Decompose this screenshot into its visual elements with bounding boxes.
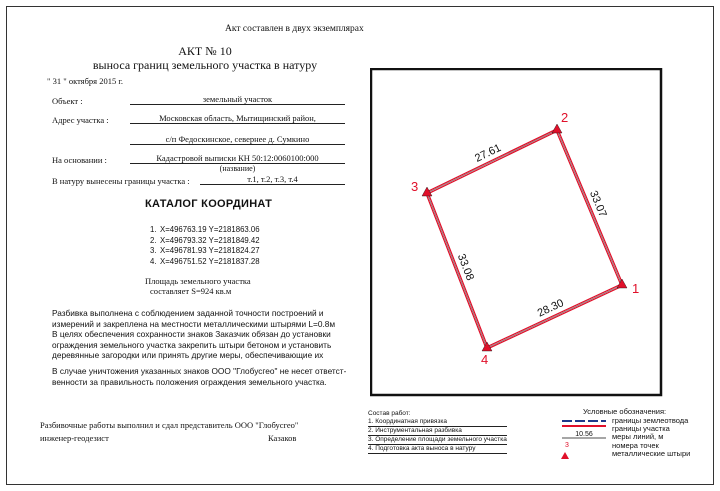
points-value: т.1, т.2, т.3, т.4 <box>200 174 345 185</box>
address-line-2: с/п Федоскинское, севернее д. Сумкино <box>130 134 345 145</box>
work-item: 2. Инструментальная разбивка <box>368 427 507 436</box>
catalog-row-number: 3. <box>150 246 157 255</box>
paragraph-marking <box>52 308 335 361</box>
catalog-row-number: 4. <box>150 256 157 266</box>
catalog-row-text: X=496751.52 Y=2181837.28 <box>160 256 260 266</box>
point-pin-icon <box>552 124 562 133</box>
paragraph-line: венности за правильность положения ограждения земельного участка. <box>52 376 327 387</box>
signature-line: Разбивочные работы выполнил и сдал представитель ООО "Глобусгео" <box>40 420 299 430</box>
point-label: 1 <box>632 281 640 296</box>
copies-note: Акт составлен в двух экземплярах <box>225 24 364 34</box>
point-label: 2 <box>561 110 569 125</box>
basis-caption: (название) <box>219 164 256 173</box>
legend-items <box>612 417 690 458</box>
legend-item: меры линий, м <box>612 432 664 442</box>
plot-boundary-inner <box>427 130 622 348</box>
legend-point-number: 3 <box>565 442 569 449</box>
plot-boundary-center <box>427 130 622 348</box>
act-date: " 31 " октября 2015 г. <box>47 76 123 86</box>
legend-pin-icon <box>561 452 569 459</box>
catalog-row-number: 2. <box>150 235 157 245</box>
legend-symbols <box>560 416 610 462</box>
act-title: АКТ № 10 <box>178 44 232 58</box>
catalog-row <box>150 225 260 236</box>
paragraph-line: В случае уничтожения указанных знаков ООО "Глобусгео" не несет ответст- <box>52 366 347 376</box>
work-item: 3. Определение площади земельного участка <box>368 436 507 443</box>
plot-boundary-outer <box>427 130 622 348</box>
plot-plan <box>370 68 664 398</box>
legend-item: границы участка <box>612 424 670 434</box>
work-list-title: Состав работ: <box>368 410 411 417</box>
legend-length-sample: 10.56 <box>575 431 593 438</box>
catalog-row-number: 1. <box>150 225 157 234</box>
point-label: 3 <box>411 179 419 194</box>
catalog-row <box>150 246 260 257</box>
legend-item: металлические штыри <box>612 448 691 458</box>
paragraph-line: Разбивка выполнена с соблюдением заданной точности построений и <box>52 308 324 318</box>
object-value: земельный участок <box>130 94 345 105</box>
object-label: Объект : <box>52 96 83 106</box>
catalog-row-text: X=496793.32 Y=2181849.42 <box>160 235 260 245</box>
side-length-label: 27.61 <box>473 141 504 165</box>
act-subtitle: выноса границ земельного участка в натуру <box>92 58 318 72</box>
basis-label: На основании : <box>52 155 107 165</box>
work-list <box>368 410 507 454</box>
side-length-label: 33.08 <box>454 252 476 283</box>
paragraph-line: В целях обеспечения сохранности знаков Заказчик обязан до установки <box>52 329 331 339</box>
points-label: В натуру вынесены границы участка : <box>52 176 190 186</box>
paragraph-line: деревянные загородки или принять другие меры, обеспечивающие их <box>52 350 324 360</box>
plan-border <box>371 69 661 395</box>
paragraph-line: измерений и закреплена на местности металлическими штырями L=0.8м <box>52 318 336 329</box>
basis-value: Кадастровой выписки КН 50:12:0060100:000 <box>130 153 345 164</box>
catalog-row <box>150 257 260 268</box>
catalog-list <box>150 225 260 267</box>
legend-title: Условные обозначения: <box>583 407 667 416</box>
area-line-1: Площадь земельного участка <box>145 276 251 286</box>
catalog-row <box>150 236 260 247</box>
work-item: 1. Координатная привязка <box>368 418 507 427</box>
catalog-row-text: X=496781.93 Y=2181824.27 <box>160 246 260 255</box>
legend-item: номера точек <box>612 440 659 450</box>
paragraph-liability <box>52 366 346 387</box>
paragraph-line: ограждения земельного участка закрепить штыри бетоном и установить <box>52 339 332 350</box>
signature-role: инженер-геодезист <box>40 433 109 443</box>
work-item: 4. Подготовка акта выноса в натуру <box>368 445 507 454</box>
address-label: Адрес участка : <box>52 115 109 125</box>
side-length-label: 33.07 <box>586 189 609 220</box>
point-label: 4 <box>481 352 489 367</box>
legend-item: границы землеотвода <box>612 416 689 425</box>
signature-name: Казаков <box>268 433 297 443</box>
catalog-row-text: X=496763.19 Y=2181863.06 <box>160 225 260 234</box>
side-length-label: 28.30 <box>535 297 566 320</box>
address-line-1: Московская область, Мытищинский район, <box>130 113 345 124</box>
catalog-title: КАТАЛОГ КООРДИНАТ <box>145 198 273 210</box>
area-line-2: составляет S=924 кв.м <box>150 286 232 296</box>
